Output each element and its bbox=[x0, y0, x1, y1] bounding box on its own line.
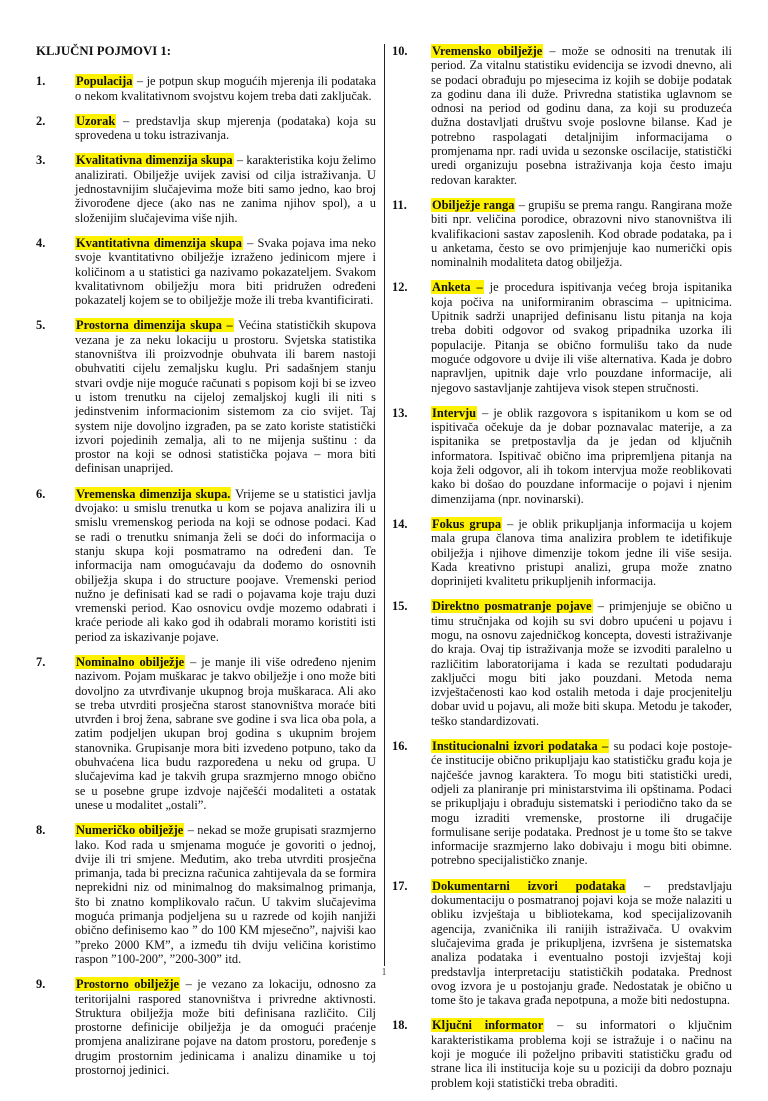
entry-number: 14. bbox=[392, 516, 408, 531]
entry-number: 8. bbox=[36, 823, 46, 838]
entry-number: 7. bbox=[36, 654, 46, 669]
entry-term: Vremensko obilježje bbox=[432, 44, 543, 58]
entry-number: 9. bbox=[36, 977, 46, 992]
entry-term: Intervju bbox=[432, 405, 477, 420]
entry-text: – predstavljaju dokumentaciju o posmatranoj pojavi koja se može nalaziti u obliku izvještaja u bibliotekama, kod specijalizovanih agencija, zvaničnika ili ranijih istraživača. U ovakvim slučajevima građa je prikupljena, izvršena je sistematska analiza podataka i eventualno postoji izvještaj koji predstavlja interpretaciju statističkih podataka. Prednost ovog izvora je u postojanju građe. Nedostatak je obično u tome što je takava građa nepotpuna, a može biti nedostupna. bbox=[431, 878, 733, 1008]
entry-number: 15. bbox=[392, 599, 408, 614]
entry-term: Prostorno obilježje bbox=[76, 977, 180, 992]
entry-term: Numeričko obilježje bbox=[76, 823, 184, 838]
entry-text: – je manje ili više određeno njenim nazivom. Pojam muškarac je takvo obilježje i ono može biti dovoljno za utvrđivanje ukupnog broja muškaraca. Ali ako se treba utvrditi prosječna starost stanovništva moraće biti utvrđen i broj žena, sabrane sve godine i sva lica oba pola, a zatim podjeljen ukupan broj godina s ukupnim brojem stanovnika. Grupisanje mora biti izvedeno potpuno, tako da obuhvaćena lica budu razpoređena u neku od grupa. U slučajevima kad je takvih grupa srazmjerno mnogo obično se u posebne grupe izdvoje najčešći modaliteti a ostatak unese u modalitet „ostali”. bbox=[75, 654, 376, 812]
entry-term: Prostorna dimenzija skupa – bbox=[76, 318, 233, 333]
entry-14 bbox=[392, 517, 732, 588]
entry-number: 16. bbox=[392, 739, 408, 754]
page-number: 1 bbox=[381, 966, 387, 978]
entry-9 bbox=[36, 977, 376, 1077]
entry-number: 17. bbox=[392, 878, 408, 893]
entry-15 bbox=[392, 599, 732, 728]
entry-number: 1. bbox=[36, 74, 46, 89]
entry-number: 10. bbox=[392, 44, 408, 58]
entry-number: 13. bbox=[392, 405, 408, 420]
entry-text: – je oblik prikupljanja informacija u kojem mala grupa članova tima analizira problem te idetifikuje obilježja i njihove dimenzije tokom jedne ili više sesija. Kada kreativno pristupi analizi, grupa može znatno doprinijeti kvalitetu prikupljenih informacija. bbox=[431, 516, 733, 589]
entry-term: Anketa – bbox=[432, 280, 483, 295]
entry-term: Nominalno obilježje bbox=[76, 654, 185, 669]
entry-3 bbox=[36, 153, 376, 224]
entry-text: – su informatori o ključnim karakteristikama problema koji se istražuje i o načinu na koji je moguće ili poželjno pribaviti statističku građu od strane lica ili institucija koje su u poziciji da dobro poznaju problem koji statistički treba obraditi. bbox=[431, 1018, 732, 1090]
entry-12 bbox=[392, 280, 732, 394]
entry-number: 18. bbox=[392, 1018, 408, 1033]
entry-text: – predstavlja skup mjerenja (podataka) koja su sprovedena u toku istrazivanja. bbox=[75, 113, 376, 143]
entry-text: Vrijeme se u statistici javlja dvojako: u smislu trenutka u kom se pojava analizira ili u smislu vremenskog perioda na koji se odnose podaci. Kad se radi o trenutku snimanja želi se doći do informacija o stanju skupa koji posmatramo na određeni dan. Te informacija nam omogućavaju da dođemo do osnovnih obilježja skupa i do structure poojave. Vremenski period nužno je definisati kad se radi o pojavama koje traju duzi vremenski period. Kao osnovicu ovdje mozemo odabrati i kraće periode ali kako god ih odabrali moramo koristiti isti period za iskazivanje pojave. bbox=[75, 486, 377, 644]
entry-text: – je potpun skup mogućih mjerenja ili podataka o nekom kvalitativnom svojstvu kojem treba dati zaključak. bbox=[75, 74, 376, 103]
entry-text: – karakteristika koju želimo analizirati. Obilježje uvijek zavisi od cilja istraživanja. U jednostavnijim slučajevima može biti samo jedno, kao broj živorođene djece (ako nas ne zanima njihov spol), a u složenijim slučajevima više njih. bbox=[75, 153, 377, 225]
right-column bbox=[392, 44, 732, 1101]
entry-number: 6. bbox=[36, 486, 46, 501]
entry-term: Kvantitativna dimenzija skupa bbox=[76, 235, 242, 250]
entry-term: Vremenska dimenzija skupa. bbox=[76, 486, 231, 501]
entry-term: Direktno posmatranje pojave bbox=[432, 599, 592, 614]
entry-text: su podaci koje postoje-će institucije obično prikupljaju kao statističku građu koja je najčešće javnog karaktera. To mogu biti statistički uredi, odjeli za planiranje pri ministarstvima ili opštinama. Podaci se prikupljaju i obrađuju sistematski i periodično tako da se mogu izraditi vremenske, prostorne ili drugačije formulisane serije podataka. Prednost je u tome što se takve informacije srazmjerno lako dobivaju i mogu biti obimne. potrebno specijalističko znanje. bbox=[431, 739, 733, 868]
page-heading: KLJUČNI POJMOVI 1: bbox=[36, 44, 172, 58]
entry-1 bbox=[36, 74, 376, 103]
entry-text: – Svaka pojava ima neko svoje kvantitativno obilježje izraženo jedinicom mjere i količinom a u statistici ga nazivamo pokazateljem. Svakom kvalitativnom obilježju mora biti pridružen određeni pokazatelj kojem se to obilježje može ili treba kvantificirati. bbox=[75, 235, 376, 308]
entry-text: – je vezano za lokaciju, odnosno za teritorijalni raspored stanovništva i privredne aktivnosti. Struktura obilježja može biti definisana različito. Cilj prostorne definicije obilježja je da omogući praćenje promjena analizirane pojave na datom prostoru, poređenje s drugim prostornim jedinicama i analizu dinamike u toj prostornoj jedinici. bbox=[75, 977, 376, 1077]
entry-number: 5. bbox=[36, 318, 46, 333]
entry-term: Obilježje ranga bbox=[432, 197, 515, 212]
entry-number: 12. bbox=[392, 280, 408, 295]
entry-17 bbox=[392, 879, 732, 1008]
entry-text: – primjenjuje se obično u timu stručnjaka od kojih su svi dobro upućeni u pojavu i mogu, na osnovu zajedničkog koncepta, dovesti istraživanje do kraja. Ovaj tip istraživanja može se izvoditi paralelno u različitim laboratorijama i kada se rezultati podudaraju zaključci mogu biti jako pouzdani. Metoda nema izvještačenosti kao kod ostalih metoda i daje procjenitelju dobar uvid u pojavu, ali može biti skupa. Metodu je također, teško standardizovati. bbox=[431, 599, 732, 728]
entry-term: Fokus grupa bbox=[432, 516, 502, 531]
entry-5 bbox=[36, 318, 376, 475]
entry-4 bbox=[36, 236, 376, 307]
entry-term: Uzorak bbox=[76, 113, 116, 128]
column-divider bbox=[384, 44, 385, 966]
left-column bbox=[36, 44, 376, 1088]
entry-number: 11. bbox=[392, 197, 407, 212]
entry-term: Populacija bbox=[76, 74, 133, 89]
entry-text: Većina statističkih skupova vezana je za neku lokaciju u prostoru. Svjetska statistika stanovništva ili proizvodnje obuhvata ili barem nastoji obuhvatiti cijelu zemaljsku kuglu. Pri sadašnjem stanju stvari ovdje nije moguće računati s popisom koji bi se izveo u istom trenutku na cijeloj zemaljskoj kugli ili niti s jedinstvenim informacionim sistemom za cio svijet. Taj system nije dovoljno izgrađen, pa se zato koriste statistički izvori pojedinih zemalja, ali to ne mijenja suštinu : da prostor na koji se odnosi statistička pojava – mora biti definisan unaprijed. bbox=[75, 318, 376, 476]
entry-term: Ključni informator bbox=[432, 1018, 544, 1033]
entry-text: – grupišu se prema rangu. Rangirana može biti npr. veličina porodice, obrazovni nivo stanovništva ili kvalifikacioni sastav zaposlenih. Kod obrade podataka, pa i u anketama, često se ovo primjenjuje kao numerički opis nominalnih modaliteta datog obilježja. bbox=[431, 197, 733, 270]
entry-13 bbox=[392, 406, 732, 506]
entry-text: – je oblik razgovora s ispitanikom u kom se od ispitivača očekuje da je dobar poznavalac materije, a za ispitanika se pretpostavlja da je jedan od ključnih informatora. Ispitivač obično ima pripremljena pitanja na koja želi odgovor, ali ih tokom intervjua može reoblikovati kako bi došao do pouzdane informacije o pojavi i njenim dimenzijama (npr. novinarski). bbox=[431, 405, 732, 506]
entry-18 bbox=[392, 1018, 732, 1089]
entry-6 bbox=[36, 487, 376, 644]
entry-number: 2. bbox=[36, 113, 46, 128]
entry-7 bbox=[36, 655, 376, 812]
entry-text: – nekad se može grupisati srazmjerno lako. Kod rada u smjenama moguće je govoriti o jednoj, dvije ili tri smjene. Međutim, ako treba utvrditi prosječna primanja, tada bi precizna računica zahtijevala da se formira neprekidni niz od minimalnog do maksimalnog primanja, što bi znatno komplikovalo račun. U takvim slučajevima moguća primanja podjeljena su u razrede od kojih nanjiži obično definisemo kao ” do 100 KM mjesečno”, najviši kao ”preko 2000 KM”, a između tih dviju veličina koristimo raspon ”100-200”, ”200-300” itd. bbox=[75, 823, 376, 966]
entry-11 bbox=[392, 198, 732, 269]
entry-text: je procedura ispitivanja većeg broja ispitanika koja počiva na uniformiranim obrascima – upitnicima. Upitnik sadrži unaprijed definisanu listu pitanja na koja treba dobiti odgovor od svakog pripadnika uzorka ili populacije. Pitanja se obično formulišu tako da nude moguće odgovore u dvije ili više alternativa. Kada je dobro napravljen, upitnik daje vrlo pouzdane informacije, ali njegovo sastavljanje zahtijeva visok stepen stručnosti. bbox=[431, 280, 732, 395]
entry-number: 3. bbox=[36, 153, 46, 168]
entry-2 bbox=[36, 114, 376, 143]
entry-term: Dokumentarni izvori podataka bbox=[432, 878, 626, 893]
entry-number: 4. bbox=[36, 235, 46, 250]
entry-8 bbox=[36, 823, 376, 966]
entry-term: Institucionalni izvori podataka – bbox=[432, 739, 609, 754]
entry-10 bbox=[392, 44, 732, 187]
entry-text: – može se odnositi na trenutak ili period. Za vitalnu statistiku evidencija se izvodi dnevno, ali se podaci obrađuju po mjesecima iz kojih se dobije podatak za godinu dana ili duže. Privredna statistika uglavnom se odnosi na period od godinu dana, za koji su produzeća dužna dostavljati društvu svoje poslovne bilanse. Kad je potrebno raspolagati detaljnijim informacijama o promjenama npr. radi uvida u sezonske oscilacije, statistički uredi organizuju posebna istraživanja koja često imaju redovan karakter. bbox=[431, 44, 732, 187]
entry-term: Kvalitativna dimenzija skupa bbox=[76, 153, 233, 168]
entry-16 bbox=[392, 739, 732, 868]
